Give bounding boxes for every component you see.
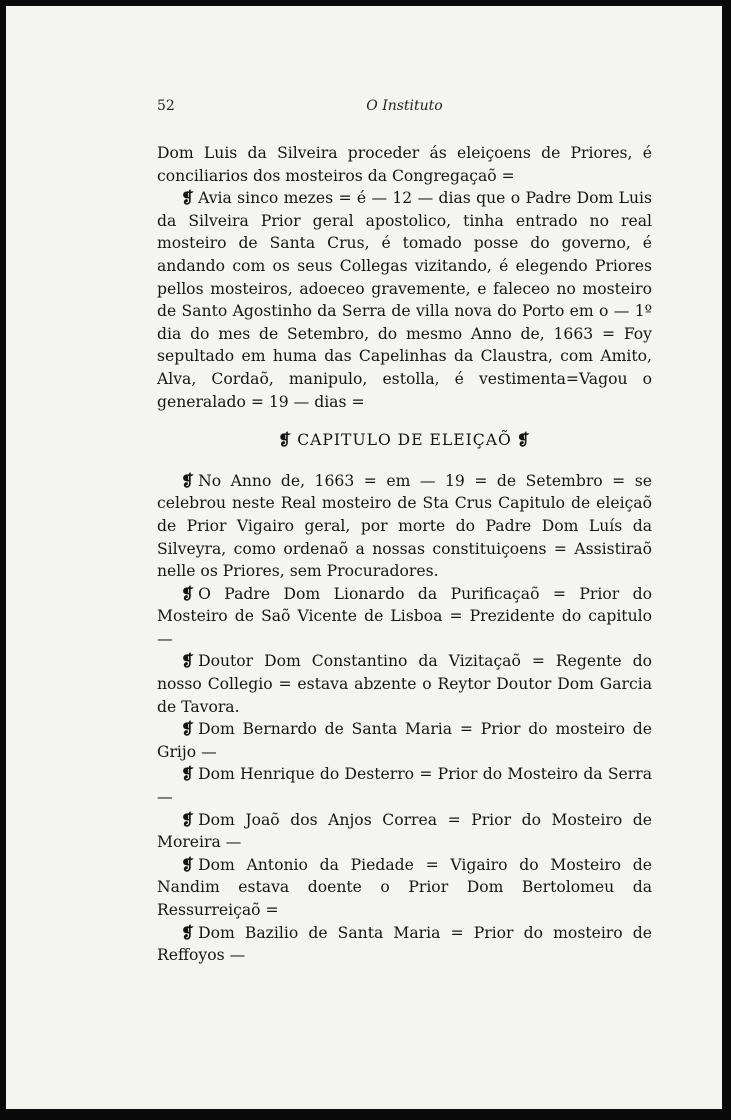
paragraph: [157, 763, 652, 808]
paragraph-mark-icon: ❡: [181, 719, 195, 739]
paragraph: [157, 809, 652, 854]
paragraph-text: Dom Henrique do Desterro = Prior do Mosteiro da Serra —: [157, 765, 652, 807]
page-number: 52: [157, 98, 175, 114]
paragraph-text: Dom Joaõ dos Anjos Correa = Prior do Mosteiro de Moreira —: [157, 810, 652, 852]
chapter-heading-text: CAPITULO DE ELEIÇAÕ: [297, 431, 512, 450]
paragraph-text: Dom Bazilio de Santa Maria = Prior do mosteiro de Reffoyos —: [157, 923, 652, 965]
paragraph: [157, 583, 652, 651]
paragraph-mark-icon: ❡: [181, 651, 195, 671]
paragraph-mark-icon: ❡: [181, 809, 195, 829]
paragraph-mark-icon: ❡: [181, 583, 195, 603]
page: [6, 6, 722, 1109]
running-title: O Instituto: [366, 98, 443, 114]
paragraph-text: Dom Bernardo de Santa Maria = Prior do mosteiro de Grijo —: [157, 720, 652, 761]
chapter-heading: [157, 429, 652, 452]
paragraph: [157, 718, 652, 763]
paragraph-mark-icon: ❡: [181, 922, 195, 942]
paragraph-mark-icon: ❡: [181, 764, 195, 784]
closing-paragraph-mark-icon: ❡: [516, 430, 531, 450]
paragraph-text: Doutor Dom Constantino da Vizitaçaõ = Regente do nosso Collegio = estava abzente o Reytor Doutor Dom Garcia de Tavora.: [157, 652, 652, 716]
paragraph-text: O Padre Dom Lionardo da Purificaçaõ = Prior do Mosteiro de Saõ Vicente de Lisboa = Prezidente do capitulo —: [157, 584, 652, 648]
paragraph-text: Dom Antonio da Piedade = Vigairo do Mosteiro de Nandim estava doente o Prior Dom Bertolomeu da Ressurreiçaõ =: [157, 855, 652, 919]
page-header: [157, 98, 652, 120]
paragraph: [157, 470, 652, 583]
paragraph: [157, 187, 652, 413]
paragraph-mark-icon: ❡: [181, 470, 195, 490]
paragraph: [157, 854, 652, 922]
page-body: [157, 142, 652, 967]
paragraph: [157, 650, 652, 718]
paragraph-mark-icon: ❡: [181, 854, 195, 874]
paragraph-text: No Anno de, 1663 = em — 19 = de Setembro = se celebrou neste Real mosteiro de Sta Crus Capitulo de eleiçaõ de Prior Vigairo geral, por morte do Padre Dom Luís da Silveyra, como ordenaõ a nossas constituiçoens = Assistiraõ nelle os Priores, sem Procuradores.: [157, 471, 652, 581]
paragraph: [157, 922, 652, 967]
paragraph-mark-icon: ❡: [181, 188, 195, 208]
paragraph-mark-icon: ❡: [278, 430, 293, 450]
paragraph-continued: Dom Luis da Silveira proceder ás eleiçoens de Priores, é conciliarios dos mosteiros da Congregaçaõ =: [157, 144, 652, 185]
paragraph-text: Avia sinco mezes = é — 12 — dias que o Padre Dom Luis da Silveira Prior geral apostolico, tinha entrado no real mosteiro de Santa Crus, é tomado posse do governo, é andando com os seus Collegas vizitando, é elegendo Priores pellos mosteiros, adoeceo gravemente, e faleceo no mosteiro de Santo Agostinho da Serra de villa nova do Porto em o — 1º dia do mes de Setembro, do mesmo Anno de, 1663 = Foy sepultado em huma das Capelinhas da Claustra, com Amito, Alva, Cordaõ, manipulo, estolla, é vestimenta=Vagou o generalado = 19 — dias =: [157, 189, 652, 411]
